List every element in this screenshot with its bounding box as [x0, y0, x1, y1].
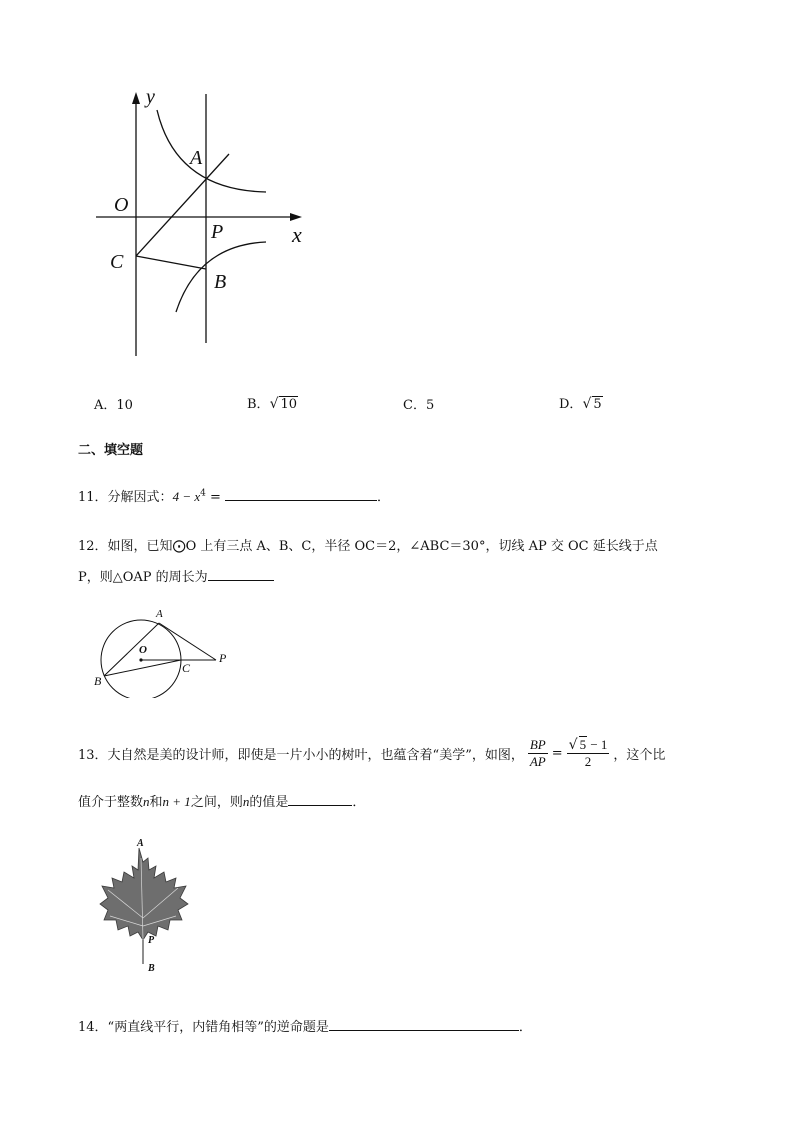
sqrt-icon: √: [269, 396, 279, 412]
hyperbola-graph: [80, 80, 320, 370]
label-b: B: [94, 674, 102, 688]
fraction-denominator: AP: [529, 753, 546, 769]
figure-maple-leaf: [96, 838, 196, 978]
fraction-denominator: 2: [584, 754, 592, 769]
label-p: P: [148, 935, 155, 946]
figure-circle-tangent: [90, 606, 240, 698]
label-p: P: [219, 651, 227, 665]
math-var-n: n: [143, 794, 150, 809]
label-a: A: [137, 838, 144, 849]
question-text: 如图，已知: [107, 539, 173, 554]
math-var-n: n: [242, 794, 250, 809]
question-text: “两直线平行，内错角相等”的逆命题是: [107, 1020, 329, 1035]
end-punct: ．: [352, 795, 366, 810]
option-b: [247, 393, 298, 412]
center-point: [139, 658, 142, 661]
option-c: [403, 394, 434, 413]
radicand: 5: [579, 737, 587, 752]
option-value: 10: [116, 398, 133, 413]
question-12-line1: [78, 535, 658, 554]
fraction-numerator: BP: [529, 736, 546, 752]
math-var-n: n: [162, 794, 170, 809]
question-text: 分解因式：: [107, 490, 173, 505]
label-c: C: [182, 661, 191, 675]
question-text: ，这个比: [613, 747, 666, 763]
label-p: P: [211, 221, 224, 243]
question-text: 值介于整数: [78, 795, 144, 810]
question-number: 12．: [78, 539, 108, 554]
question-14: [78, 1016, 532, 1035]
question-13-line2: [78, 791, 365, 810]
numerator-rest: − 1: [587, 737, 608, 752]
question-11: [78, 486, 390, 505]
question-text: 的值是: [249, 795, 289, 810]
label-o: O: [114, 194, 129, 216]
question-text: O 上有三点 A、B、C，半径 OC＝2，∠ABC＝30°，切线 AP 交 OC 延长线于点: [185, 539, 658, 554]
maple-leaf-image: [96, 838, 196, 978]
label-b: B: [214, 271, 227, 293]
option-letter: D．: [559, 397, 583, 412]
figure-hyperbola: [80, 80, 320, 370]
option-a: [94, 394, 133, 413]
question-number: 14．: [78, 1020, 108, 1035]
option-letter: A．: [94, 398, 117, 413]
label-o: O: [139, 644, 147, 656]
y-axis-arrow: [132, 92, 140, 104]
option-value: 5: [425, 398, 435, 413]
answer-blank[interactable]: [208, 567, 274, 581]
label-a: A: [156, 608, 163, 620]
question-13-line1: [78, 733, 665, 773]
option-value: 5: [593, 397, 602, 412]
fraction-golden: [567, 736, 610, 770]
section-title: 二、填空题: [78, 443, 144, 458]
option-letter: C．: [403, 398, 426, 413]
option-letter: B．: [247, 397, 270, 412]
answer-blank[interactable]: [288, 792, 352, 806]
end-punct: ．: [377, 490, 391, 505]
option-d: [559, 393, 603, 412]
question-number: 13．: [78, 747, 108, 763]
question-text: 之间，则: [190, 795, 243, 810]
question-12-line2: [78, 566, 274, 585]
question-text: P，则△OAP 的周长为: [78, 570, 208, 585]
equals-sign: =: [551, 745, 563, 761]
tangent-ap: [159, 623, 216, 660]
fraction-numerator: [567, 736, 610, 754]
equals-sign: =: [205, 490, 221, 505]
fraction-bp-ap: [528, 737, 548, 770]
segment-cb: [136, 256, 206, 269]
chord-ab: [104, 623, 159, 676]
question-text: 大自然是美的设计师，即使是一片小小的树叶，也蕴含着“美学”，如图，: [107, 747, 524, 763]
sqrt-icon: √: [582, 396, 592, 412]
label-b: B: [148, 963, 155, 974]
answer-blank[interactable]: [225, 487, 377, 501]
answer-blank[interactable]: [329, 1017, 519, 1031]
chord-bc: [104, 660, 181, 676]
circle-tangent-diagram: [90, 606, 240, 698]
x-axis-arrow: [290, 213, 302, 221]
math-expression: 4 − x: [172, 489, 201, 504]
circle-symbol-icon: ⨀: [172, 539, 186, 554]
end-punct: ．: [518, 1020, 532, 1035]
hyperbola-upper-branch: [157, 110, 266, 192]
exponent: 4: [200, 488, 206, 499]
sqrt-icon: √: [568, 737, 578, 753]
label-c: C: [110, 251, 124, 273]
label-y: y: [146, 86, 155, 108]
math-plus-one: + 1: [169, 794, 191, 809]
question-text: 和: [149, 795, 163, 810]
label-x: x: [292, 222, 302, 247]
question-number: 11．: [78, 490, 108, 505]
label-a: A: [190, 147, 203, 169]
option-value: 10: [280, 397, 298, 412]
